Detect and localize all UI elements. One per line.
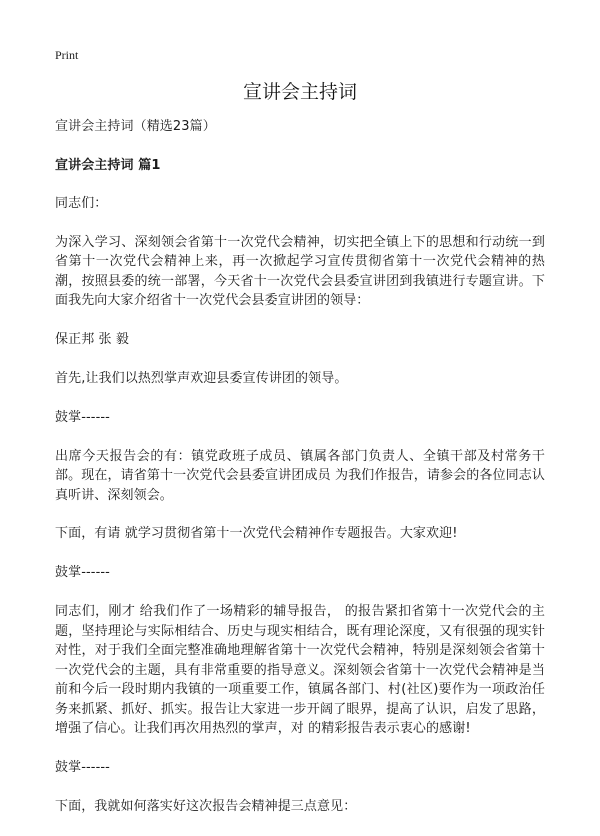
print-link[interactable]: Print bbox=[55, 48, 79, 62]
salutation: 同志们： bbox=[55, 196, 108, 211]
body-paragraph: 出席今天报告会的有：镇党政班子成员、镇属各部门负责人、全镇干部及村常务干部。现在，请省第十一次党代会县委宣讲团成员 为我们作报告，请参会的各位同志认真听讲、深刻领会。 bbox=[55, 448, 545, 503]
section-heading: 宣讲会主持词 篇1 bbox=[55, 157, 161, 173]
applause-note: 鼓掌------ bbox=[55, 409, 110, 425]
document-body bbox=[55, 117, 545, 836]
document-title: 宣讲会主持词 bbox=[242, 81, 357, 103]
body-paragraph: 为深入学习、深刻领会省第十一次党代会精神，切实把全镇上下的思想和行动统一到省第十一次党代会精神上来，再一次掀起学习宣传贯彻省第十一次党代会精神的热潮，按照县委的统一部署，今天省十一次党代会县委宣讲团到我镇进行专题宣讲。下面我先向大家介绍省十一次党代会县委宣讲团的领导： bbox=[55, 234, 545, 308]
body-paragraph: 同志们，刚才 给我们作了一场精彩的辅导报告， 的报告紧扣省第十一次党代会的主题，坚持理论与实际相结合、历史与现实相结合，既有理论深度，又有很强的现实针对性，对于我们全面完整准确地理解省第十一次党代会精神，特别是深刻领会省第十一次党代会的主题，具有非常重要的指导意义。深刻领会省第十一次党代会精神是当前和今后一段时期内我镇的一项重要工作，镇属各部门、村(社区)要作为一项政治任务来抓紧、抓好、抓实。报告让大家进一步开阔了眼界，提高了认识，启发了思路，增强了信心。让我们再次用热烈的掌声，对 的精彩报告表示衷心的感谢! bbox=[55, 604, 545, 736]
body-paragraph: 首先,让我们以热烈掌声欢迎县委宣传讲团的领导。 bbox=[55, 370, 348, 386]
document-subtitle: 宣讲会主持词（精选23篇） bbox=[55, 119, 216, 134]
speaker-names: 保正邦 张 毅 bbox=[55, 331, 129, 347]
body-paragraph: 下面，我就如何落实好这次报告会精神提三点意见： bbox=[55, 798, 357, 814]
applause-note: 鼓掌------ bbox=[55, 565, 110, 580]
body-paragraph: 下面，有请 就学习贯彻省第十一次党代会精神作专题报告。大家欢迎! bbox=[55, 526, 458, 541]
applause-note: 鼓掌------ bbox=[55, 759, 110, 775]
